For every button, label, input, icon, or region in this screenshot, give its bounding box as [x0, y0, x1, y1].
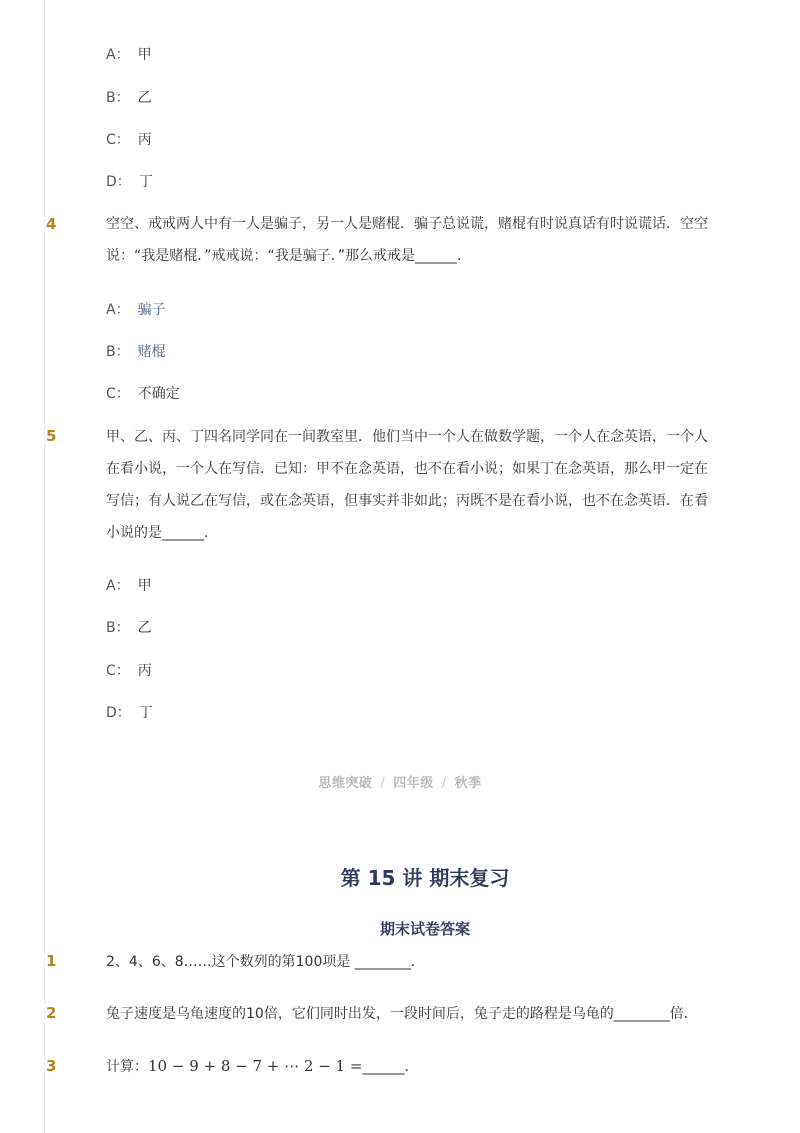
option-text: 丁: [138, 705, 153, 721]
footer-grade: 四年级: [393, 776, 434, 791]
question-4-text: 空空、戒戒两人中有一人是骗子，另一人是赌棍．骗子总说谎，赌棍有时说真话有时说谎话．空空说：“我是赌棍．”戒戒说：“我是骗子．”那么戒戒是______．: [106, 216, 708, 264]
lecture-title: 第 15 讲 期末复习: [340, 866, 510, 890]
question-number-5: 5: [46, 427, 57, 445]
option-text: 甲: [137, 578, 152, 594]
answer-3-blank: ______．: [362, 1059, 419, 1075]
option-letter: C：: [106, 386, 130, 402]
q4-option-a[interactable]: [106, 300, 166, 320]
option-letter: D：: [106, 705, 131, 721]
page-footer-breadcrumb: [0, 772, 800, 791]
q5-option-a[interactable]: [106, 576, 152, 596]
section-title: 期末试卷答案: [379, 920, 470, 938]
option-text: 不确定: [137, 386, 180, 402]
answer-1-text: 2、4、6、8……这个数列的第100项是 ________．: [106, 954, 425, 970]
question-number-4: 4: [46, 215, 57, 233]
option-letter: B：: [106, 344, 130, 360]
answer-number-1: 1: [46, 952, 57, 970]
option-text: 骗子: [137, 302, 166, 318]
left-margin-rule: [44, 0, 45, 1133]
option-letter: B：: [106, 620, 130, 636]
option-text: 丙: [137, 663, 152, 679]
option-text: 甲: [137, 47, 152, 63]
option-letter: B：: [106, 90, 130, 106]
q3-option-b[interactable]: [106, 88, 152, 108]
option-letter: C：: [106, 663, 130, 679]
q4-option-c[interactable]: [106, 384, 180, 404]
footer-course: 思维突破: [318, 776, 373, 791]
footer-separator: /: [380, 776, 386, 791]
q4-option-b[interactable]: [106, 342, 166, 362]
option-letter: A：: [106, 302, 130, 318]
answer-3-text: [106, 1056, 716, 1077]
footer-term: 秋季: [454, 776, 482, 791]
q3-option-a[interactable]: [106, 45, 152, 65]
option-text: 乙: [137, 620, 152, 636]
q5-option-c[interactable]: [106, 661, 152, 681]
option-letter: A：: [106, 47, 130, 63]
answer-3-expression: 10 − 9 + 8 − 7 + ⋯ 2 − 1 =: [148, 1057, 363, 1075]
answer-3-prefix: 计算：: [106, 1059, 148, 1075]
question-5-text: 甲、乙、丙、丁四名同学同在一间教室里．他们当中一个人在做数学题，一个人在念英语，一个人在看小说，一个人在写信．已知：甲不在念英语，也不在看小说；如果丁在念英语，那么甲一定在写信；有人说乙在写信，或在念英语，但事实并非如此；丙既不是在看小说，也不在念英语．在看小说的是______．: [106, 429, 708, 541]
option-letter: D：: [106, 174, 131, 190]
q3-option-d[interactable]: [106, 172, 153, 192]
q5-option-d[interactable]: [106, 703, 153, 723]
answer-number-3: 3: [46, 1057, 57, 1075]
q3-option-c[interactable]: [106, 130, 152, 150]
q5-option-b[interactable]: [106, 618, 152, 638]
option-letter: A：: [106, 578, 130, 594]
option-text: 赌棍: [137, 344, 166, 360]
option-letter: C：: [106, 132, 130, 148]
option-text: 丙: [137, 132, 152, 148]
option-text: 乙: [137, 90, 152, 106]
answer-2-text: 兔子速度是乌龟速度的10倍，它们同时出发，一段时间后，兔子走的路程是乌龟的________倍．: [106, 1006, 698, 1022]
footer-separator: /: [441, 776, 447, 791]
option-text: 丁: [138, 174, 153, 190]
answer-number-2: 2: [46, 1004, 57, 1022]
